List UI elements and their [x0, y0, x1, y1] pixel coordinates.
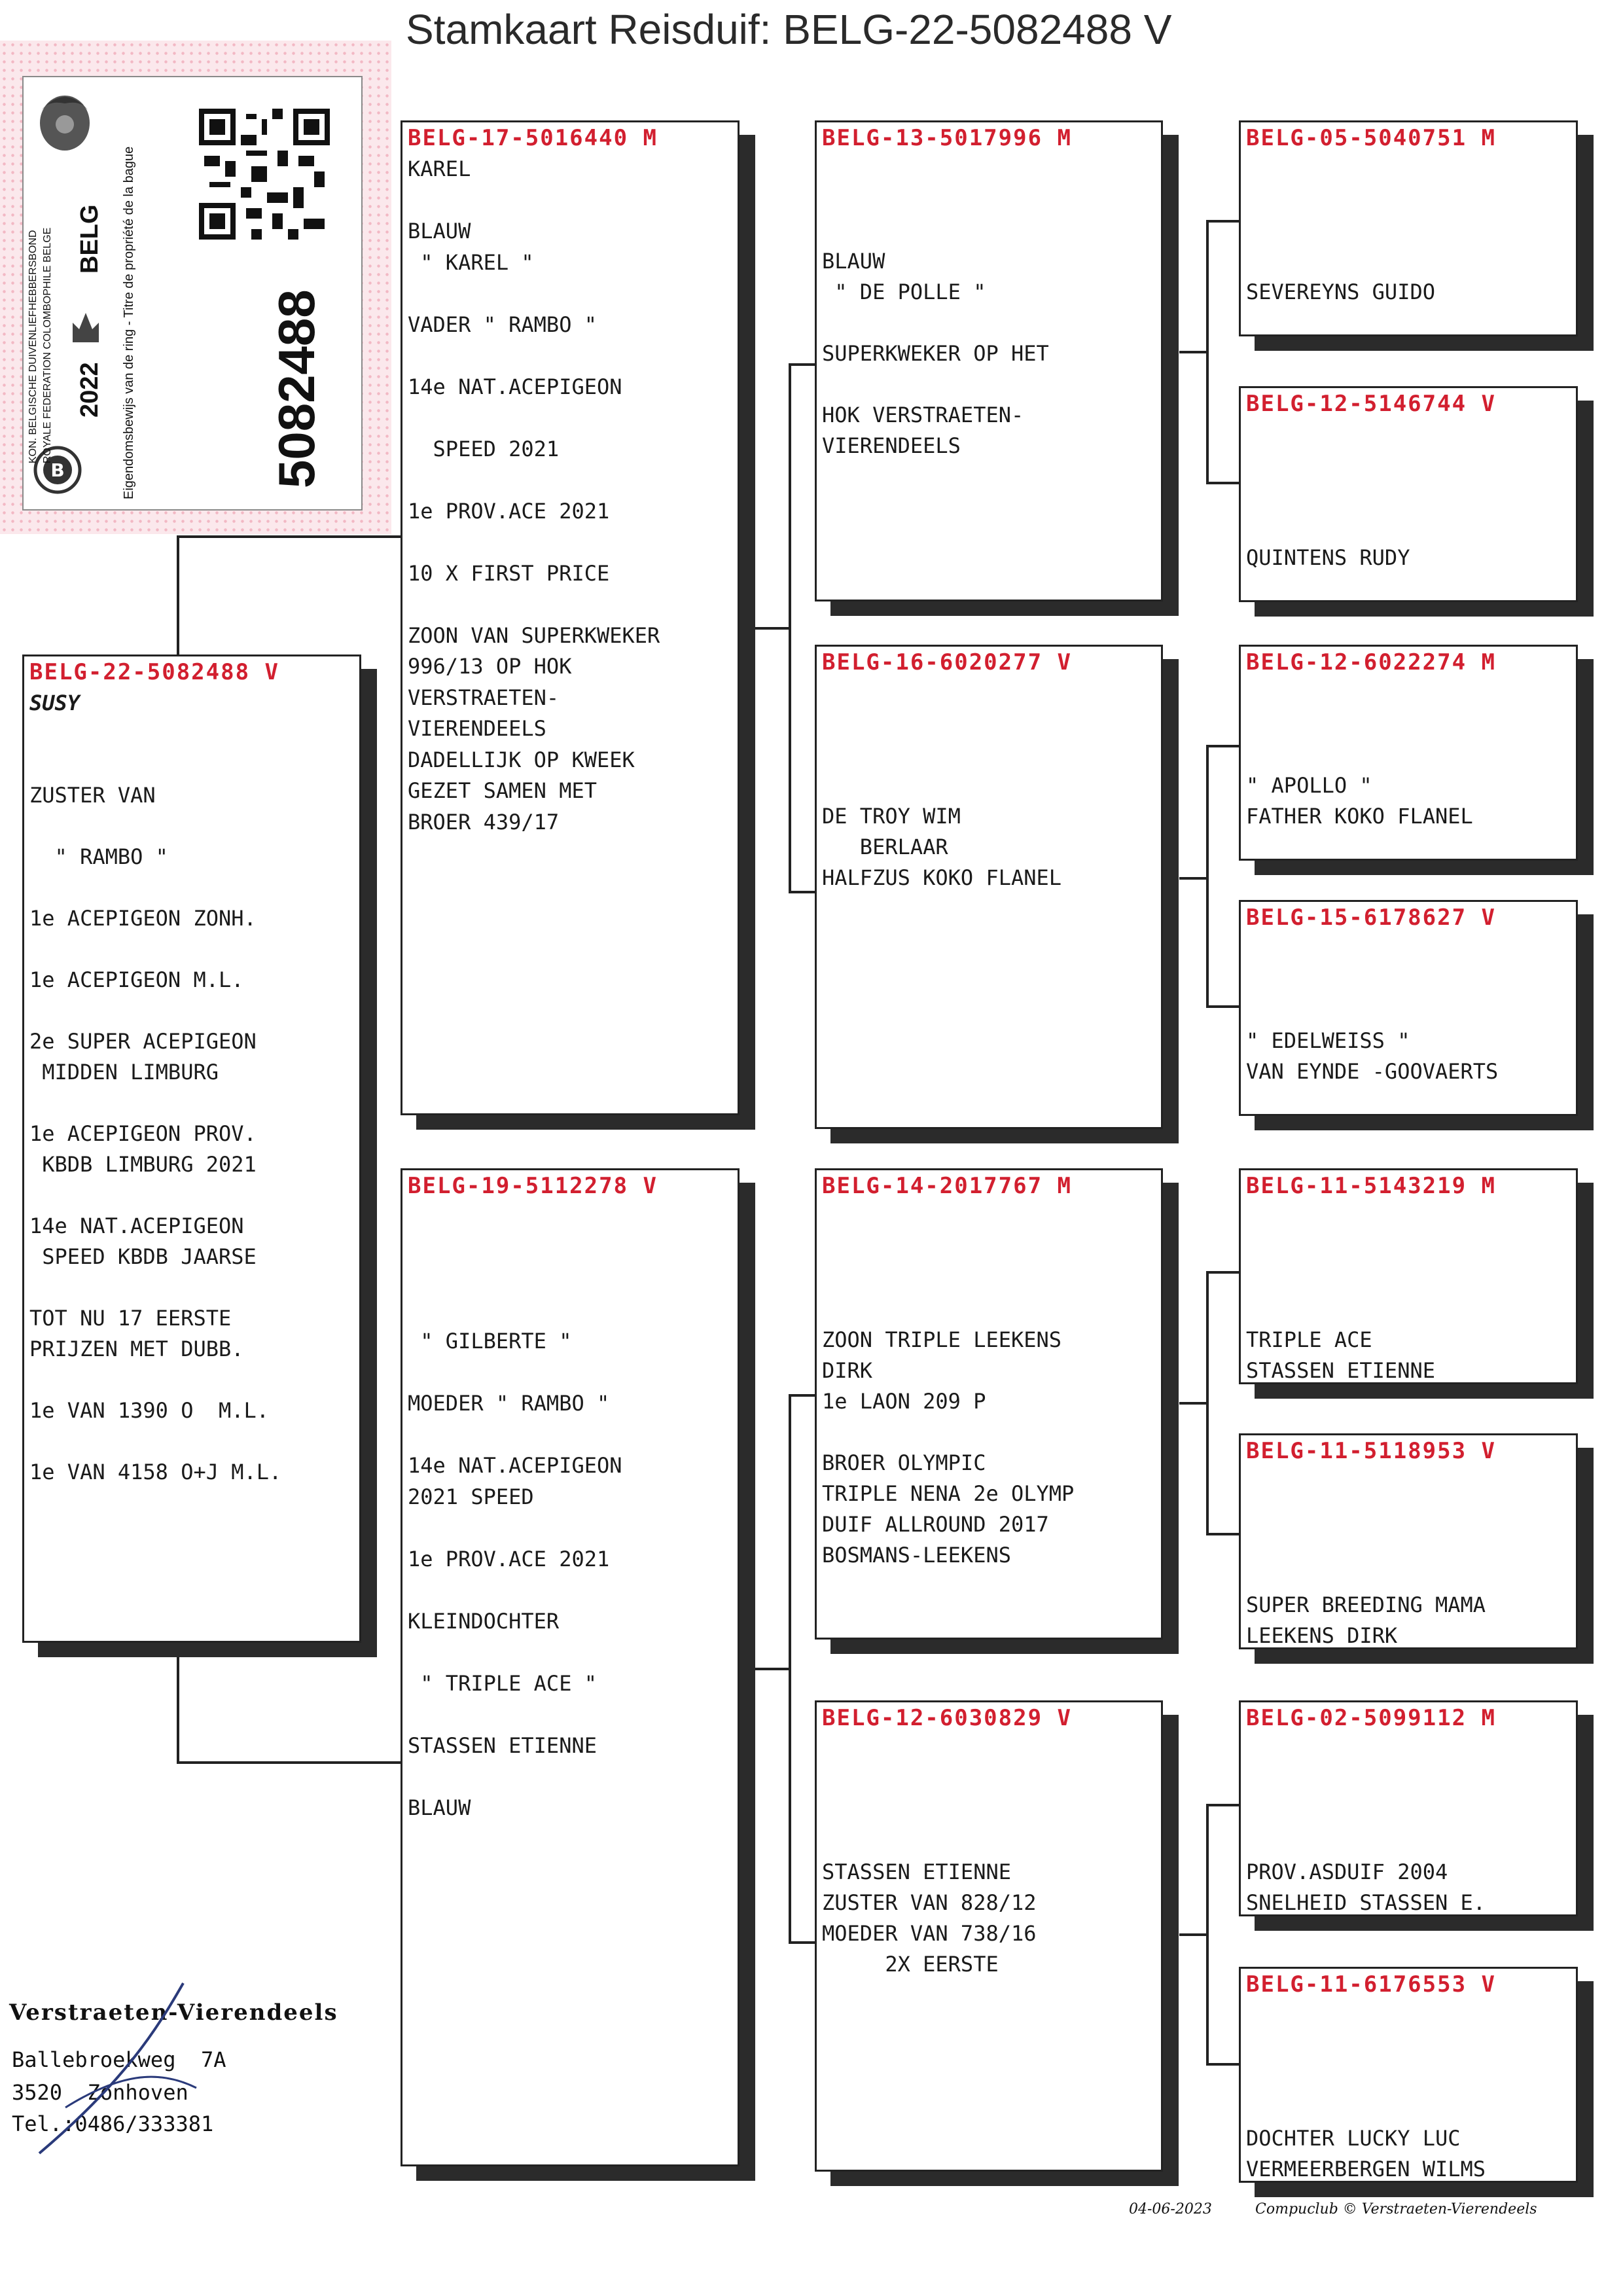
- detail-line: " TRIPLE ACE ": [408, 1670, 597, 1696]
- kbdb-logo-icon: [35, 84, 94, 156]
- detail-line: " EDELWEISS ": [1246, 1028, 1410, 1053]
- detail-line: GEZET SAMEN MET: [408, 778, 597, 803]
- ring-code: BELG-13-5017996 M: [822, 125, 1072, 151]
- detail-line: BROER 439/17: [408, 809, 560, 834]
- connector: [1206, 745, 1209, 1008]
- detail-line: " DE POLLE ": [822, 279, 986, 304]
- detail-line: VIERENDEELS: [408, 716, 546, 741]
- detail-line: HOK VERSTRAETEN-: [822, 403, 1024, 427]
- connector: [177, 1640, 179, 1764]
- detail-line: BLAUW: [822, 249, 885, 274]
- detail-line: SEVEREYNS GUIDO: [1246, 279, 1435, 304]
- connector: [789, 891, 815, 893]
- detail-line: TOT NU 17 EERSTE: [29, 1306, 232, 1331]
- detail-line: BERLAAR: [822, 834, 948, 859]
- detail-line: VERMEERBERGEN WILMS: [1246, 2157, 1486, 2181]
- owner-city: 3520 Zonhoven: [12, 2080, 188, 2105]
- ring-code: BELG-11-5143219 M: [1246, 1173, 1496, 1199]
- federation-fr: ROYALE FEDERATION COLOMBOPHILE BELGE: [42, 227, 53, 463]
- connector: [1206, 2063, 1239, 2066]
- detail-line: DIRK: [822, 1358, 873, 1383]
- detail-line: ZOON VAN SUPERKWEKER: [408, 622, 660, 648]
- detail-line: PROV.ASDUIF 2004: [1246, 1859, 1448, 1884]
- connector: [1179, 1402, 1209, 1405]
- ring-code: BELG-02-5099112 M: [1246, 1705, 1496, 1731]
- detail-line: MIDDEN LIMBURG: [29, 1060, 219, 1085]
- connector: [1206, 1271, 1239, 1274]
- connector: [177, 535, 406, 538]
- connector: [1179, 877, 1209, 880]
- detail-line: 14e NAT.ACEPIGEON: [29, 1213, 244, 1238]
- ring-code: BELG-05-5040751 M: [1246, 125, 1496, 151]
- dss-box: [1239, 1168, 1578, 1384]
- dsd-box: [1239, 1433, 1578, 1649]
- sss-box: [1239, 120, 1578, 336]
- ddd-box: [1239, 1967, 1578, 2183]
- detail-line: VAN EYNDE -GOOVAERTS: [1246, 1059, 1499, 1084]
- ring-certificate-card: [22, 76, 363, 511]
- detail-line: 1e PROV.ACE 2021: [408, 498, 610, 524]
- ring-code: BELG-22-5082488 V: [29, 659, 279, 685]
- sire-sire-box: [815, 120, 1163, 601]
- connector: [789, 363, 815, 366]
- sire-box: [401, 120, 740, 1115]
- connector: [789, 1394, 815, 1397]
- ssd-box: [1239, 386, 1578, 602]
- connector: [789, 1941, 815, 1944]
- detail-line: BOSMANS-LEEKENS: [822, 1543, 1011, 1568]
- connector: [753, 1668, 791, 1670]
- connector: [1206, 1533, 1239, 1535]
- detail-line: QUINTENS RUDY: [1246, 545, 1410, 570]
- detail-line: SPEED 2021: [408, 436, 560, 461]
- sdd-box: [1239, 900, 1578, 1116]
- detail-line: " KAREL ": [408, 249, 534, 275]
- detail-line: BROER OLYMPIC: [822, 1450, 986, 1475]
- detail-line: VIERENDEELS: [822, 433, 961, 458]
- sire-dam-box: [815, 645, 1163, 1129]
- owner-street: Ballebroekweg 7A: [12, 2047, 226, 2072]
- detail-line: 2e SUPER ACEPIGEON: [29, 1029, 257, 1054]
- dam-sire-box: [815, 1168, 1163, 1640]
- ring-code: BELG-11-6176553 V: [1246, 1971, 1496, 1998]
- connector: [1179, 351, 1209, 353]
- ownership-text: Eigendomsbewijs van de ring - Titre de propriété de la bague: [122, 146, 136, 499]
- federation-nl: KON. BELGISCHE DUIVENLIEFHEBBERSBOND: [27, 230, 39, 463]
- crown-icon: [69, 306, 102, 346]
- connector: [1206, 1804, 1239, 1806]
- detail-line: ZUSTER VAN 828/12: [822, 1890, 1037, 1915]
- connector: [1206, 482, 1239, 484]
- detail-line: 1e ACEPIGEON ZONH.: [29, 906, 257, 931]
- detail-line: 14e NAT.ACEPIGEON: [408, 374, 622, 399]
- detail-line: 1e LAON 209 P: [822, 1389, 986, 1414]
- detail-line: ZUSTER VAN: [29, 783, 156, 808]
- detail-line: SUSY: [29, 691, 80, 715]
- detail-line: 1e VAN 1390 O M.L.: [29, 1398, 270, 1423]
- b-emblem-icon: [31, 444, 84, 496]
- detail-line: SPEED KBDB JAARSE: [29, 1244, 257, 1269]
- detail-line: 2021 SPEED: [408, 1484, 534, 1509]
- detail-line: 1e ACEPIGEON PROV.: [29, 1121, 257, 1146]
- detail-line: 14e NAT.ACEPIGEON: [408, 1453, 622, 1478]
- detail-line: DE TROY WIM: [822, 804, 961, 829]
- connector: [1179, 1933, 1209, 1936]
- connector: [1206, 1005, 1239, 1008]
- dds-box: [1239, 1700, 1578, 1916]
- sds-box: [1239, 645, 1578, 861]
- signature: [26, 1977, 216, 2160]
- detail-line: FATHER KOKO FLANEL: [1246, 804, 1473, 829]
- detail-line: KLEINDOCHTER: [408, 1608, 560, 1634]
- detail-line: KAREL: [408, 156, 471, 181]
- detail-line: 996/13 OP HOK: [408, 654, 572, 679]
- ring-number: 5082488: [268, 289, 325, 488]
- subject-box: [22, 655, 361, 1643]
- connector: [1206, 220, 1239, 223]
- detail-line: STASSEN ETIENNE: [822, 1859, 1011, 1884]
- detail-line: 1e ACEPIGEON M.L.: [29, 967, 244, 992]
- detail-line: MOEDER " RAMBO ": [408, 1391, 610, 1416]
- footer-date: 04-06-2023: [1129, 2201, 1212, 2217]
- dam-box: [401, 1168, 740, 2166]
- detail-line: HALFZUS KOKO FLANEL: [822, 865, 1062, 890]
- detail-line: VADER " RAMBO ": [408, 312, 597, 337]
- qr-code: [199, 109, 330, 240]
- detail-line: DOCHTER LUCKY LUC: [1246, 2126, 1461, 2151]
- detail-line: BLAUW: [408, 1795, 471, 1820]
- detail-line: SNELHEID STASSEN E.: [1246, 1890, 1486, 1915]
- page-title: Stamkaart Reisduif: BELG-22-5082488 V: [406, 6, 1172, 53]
- detail-line: 1e PROV.ACE 2021: [408, 1546, 610, 1571]
- detail-line: SUPERKWEKER OP HET: [822, 341, 1049, 366]
- ring-code: BELG-12-5146744 V: [1246, 391, 1496, 417]
- detail-line: 10 X FIRST PRICE: [408, 560, 610, 586]
- ring-code: BELG-12-6030829 V: [822, 1705, 1072, 1731]
- detail-line: MOEDER VAN 738/16: [822, 1921, 1037, 1946]
- detail-line: 1e VAN 4158 O+J M.L.: [29, 1460, 282, 1484]
- detail-line: TRIPLE NENA 2e OLYMP: [822, 1481, 1075, 1506]
- detail-line: TRIPLE ACE: [1246, 1327, 1372, 1352]
- connector: [1206, 745, 1239, 747]
- connector: [177, 535, 179, 666]
- detail-line: " GILBERTE ": [408, 1329, 572, 1354]
- detail-line: DADELLIJK OP KWEEK: [408, 747, 635, 772]
- detail-line: " RAMBO ": [29, 844, 168, 869]
- detail-line: " APOLLO ": [1246, 773, 1372, 798]
- ring-certificate: [0, 41, 391, 534]
- detail-line: LEEKENS DIRK: [1246, 1623, 1398, 1648]
- detail-line: DUIF ALLROUND 2017: [822, 1512, 1049, 1537]
- detail-line: PRIJZEN MET DUBB.: [29, 1336, 244, 1361]
- detail-line: ZOON TRIPLE LEEKENS: [822, 1327, 1062, 1352]
- detail-line: SUPER BREEDING MAMA: [1246, 1592, 1486, 1617]
- ring-country: BELG: [76, 204, 103, 274]
- connector: [753, 627, 791, 630]
- ring-code: BELG-12-6022274 M: [1246, 649, 1496, 675]
- connector: [177, 1761, 406, 1764]
- dam-dam-box: [815, 1700, 1163, 2172]
- footer-credit: Compuclub © Verstraeten-Vierendeels: [1255, 2201, 1537, 2217]
- owner-name: Verstraeten-Vierendeels: [9, 2000, 338, 2026]
- ring-code: BELG-14-2017767 M: [822, 1173, 1072, 1199]
- svg-text:B: B: [50, 459, 65, 481]
- detail-line: KBDB LIMBURG 2021: [29, 1152, 257, 1177]
- ring-code: BELG-17-5016440 M: [408, 125, 658, 151]
- ring-code: BELG-15-6178627 V: [1246, 905, 1496, 931]
- ring-year: 2022: [76, 362, 103, 418]
- ring-code: BELG-16-6020277 V: [822, 649, 1072, 675]
- detail-line: STASSEN ETIENNE: [1246, 1358, 1435, 1383]
- detail-line: BLAUW: [408, 219, 471, 243]
- ring-code: BELG-11-5118953 V: [1246, 1438, 1496, 1464]
- detail-line: VERSTRAETEN-: [408, 685, 560, 710]
- owner-tel: Tel.:0486/333381: [12, 2111, 214, 2136]
- detail-line: STASSEN ETIENNE: [408, 1732, 597, 1758]
- ring-code: BELG-19-5112278 V: [408, 1173, 658, 1199]
- detail-line: 2X EERSTE: [822, 1952, 999, 1977]
